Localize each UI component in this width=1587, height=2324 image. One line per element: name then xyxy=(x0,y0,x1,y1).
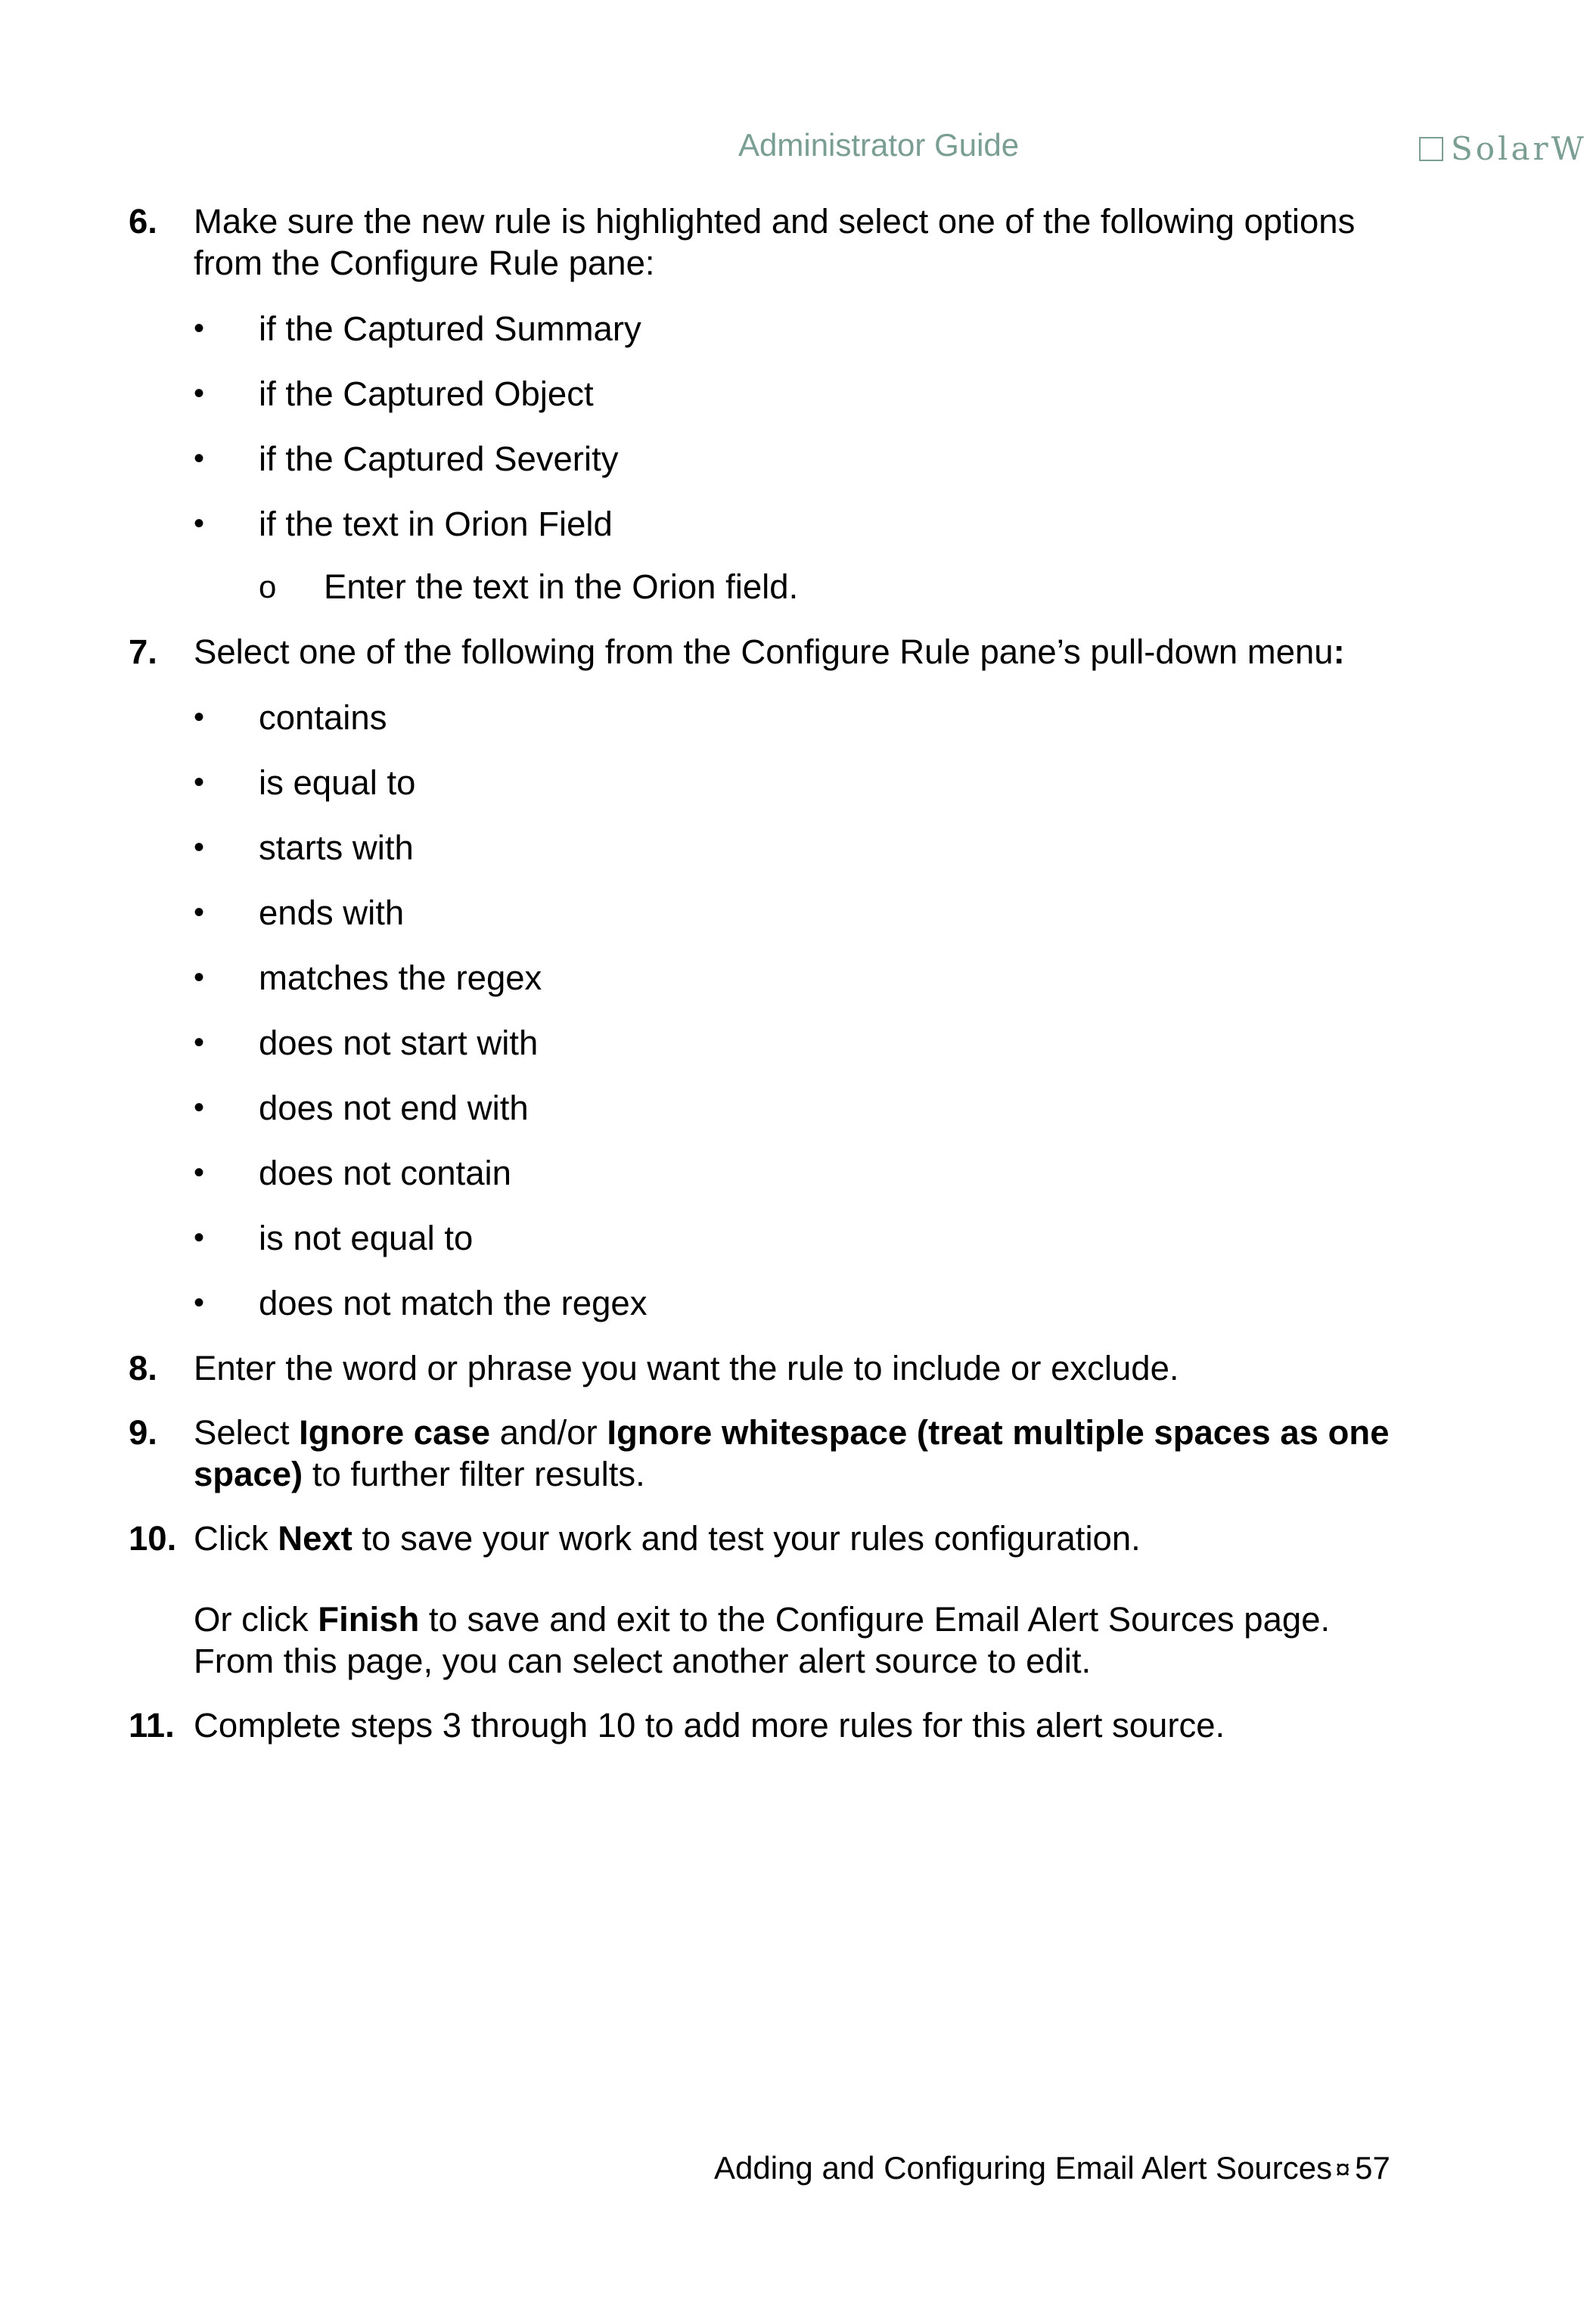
step-text xyxy=(194,631,1415,673)
step-11 xyxy=(129,1704,1415,1746)
bullet-icon: • xyxy=(194,1286,205,1319)
step-number: 9. xyxy=(129,1413,157,1452)
sub-bullet-list xyxy=(259,566,1415,607)
step-text-mid: and/or xyxy=(490,1413,607,1452)
header-title: Administrator Guide xyxy=(738,127,1020,163)
step-number: 7. xyxy=(129,632,157,671)
bullet-icon: • xyxy=(194,961,205,994)
step-number: 6. xyxy=(129,202,157,241)
header-brand-logo xyxy=(1419,130,1587,169)
bullet-icon: • xyxy=(194,442,205,475)
list-item-text: does not end with xyxy=(259,1089,529,1127)
list-item xyxy=(194,892,1415,934)
step-text-post: to save your work and test your rules configuration. xyxy=(352,1519,1141,1558)
bullet-icon: • xyxy=(194,831,205,864)
list-item xyxy=(194,957,1415,999)
bullet-icon: • xyxy=(194,507,205,540)
step-9 xyxy=(129,1412,1415,1495)
list-item-text: does not start with xyxy=(259,1024,539,1062)
header-brand-text: SolarW xyxy=(1451,130,1587,167)
list-item xyxy=(194,1217,1415,1259)
step-number: 8. xyxy=(129,1349,157,1387)
circle-bullet-icon: o xyxy=(259,569,277,604)
bullet-icon: • xyxy=(194,766,205,799)
step-text: Complete steps 3 through 10 to add more rules for this alert source. xyxy=(194,1706,1225,1745)
list-item xyxy=(194,697,1415,738)
step-8 xyxy=(129,1347,1415,1389)
bullet-icon: • xyxy=(194,1221,205,1254)
list-item-text: if the Captured Summary xyxy=(259,309,641,348)
list-item-text: starts with xyxy=(259,828,414,867)
bullet-list xyxy=(194,308,1415,607)
step-text-pre: Or click xyxy=(194,1600,318,1639)
step-text: Make sure the new rule is highlighted and select one of the following options from the Configure Rule pane: xyxy=(194,202,1356,282)
step-text-post: to further filter results. xyxy=(303,1455,645,1493)
bullet-icon: • xyxy=(194,1156,205,1189)
step-text: Enter the word or phrase you want the rule to include or exclude. xyxy=(194,1349,1179,1387)
list-item-text: if the Captured Object xyxy=(259,374,594,413)
step-10 xyxy=(129,1518,1415,1682)
bullet-icon: • xyxy=(194,896,205,929)
step-text xyxy=(194,1412,1415,1495)
bullet-icon: • xyxy=(194,312,205,345)
list-item xyxy=(194,1282,1415,1324)
step-6 xyxy=(129,200,1415,607)
next-label: Next xyxy=(278,1519,352,1558)
list-item-text: if the text in Orion Field xyxy=(259,505,613,543)
footer-separator-icon: ¤ xyxy=(1335,2154,1351,2185)
step-text-colon: : xyxy=(1333,632,1345,671)
list-item-text: if the Captured Severity xyxy=(259,440,619,478)
bullet-icon: • xyxy=(194,701,205,734)
list-item xyxy=(194,1022,1415,1064)
list-item xyxy=(194,1087,1415,1129)
page-footer xyxy=(714,2150,1390,2186)
list-item xyxy=(194,308,1415,350)
finish-label: Finish xyxy=(318,1600,420,1639)
ignore-whitespace-label: Ignore whitespace (treat multiple spaces as one space) xyxy=(194,1413,1390,1493)
footer-section-title: Adding and Configuring Email Alert Sources xyxy=(714,2150,1333,2186)
step-text-post: to save and exit to the Configure Email Alert Sources page. From this page, you can select another alert source to edit. xyxy=(194,1600,1331,1680)
bullet-list xyxy=(194,697,1415,1324)
list-item-text: contains xyxy=(259,698,387,737)
page-number: 57 xyxy=(1355,2150,1390,2186)
step-text-main: Select one of the following from the Configure Rule pane’s pull-down menu xyxy=(194,632,1334,671)
step-number: 11. xyxy=(129,1706,175,1745)
bullet-icon: • xyxy=(194,377,205,410)
list-item-text: does not contain xyxy=(259,1154,511,1192)
step-number: 10. xyxy=(129,1519,177,1558)
list-item xyxy=(194,1152,1415,1194)
list-item-text: does not match the regex xyxy=(259,1284,648,1322)
list-item-text: is equal to xyxy=(259,763,416,802)
list-item-text: is not equal to xyxy=(259,1219,474,1257)
step-text-pre: Select xyxy=(194,1413,300,1452)
list-item xyxy=(194,373,1415,415)
list-item xyxy=(194,438,1415,480)
step-7 xyxy=(129,631,1415,1324)
sub-list-item xyxy=(259,566,1415,607)
bullet-icon: • xyxy=(194,1026,205,1059)
list-item-text: ends with xyxy=(259,893,405,932)
list-item xyxy=(194,827,1415,868)
step-text xyxy=(194,1518,1415,1559)
sub-list-item-text: Enter the text in the Orion field. xyxy=(324,567,799,606)
step-text-paragraph-2 xyxy=(194,1599,1415,1682)
bullet-icon: • xyxy=(194,1091,205,1124)
ignore-case-label: Ignore case xyxy=(299,1413,491,1452)
list-item-text: matches the regex xyxy=(259,958,542,997)
brand-box-icon xyxy=(1419,137,1443,161)
page-content xyxy=(129,200,1415,1769)
step-text-pre: Click xyxy=(194,1519,278,1558)
list-item xyxy=(194,503,1415,607)
list-item xyxy=(194,762,1415,803)
page-header xyxy=(0,127,1587,172)
